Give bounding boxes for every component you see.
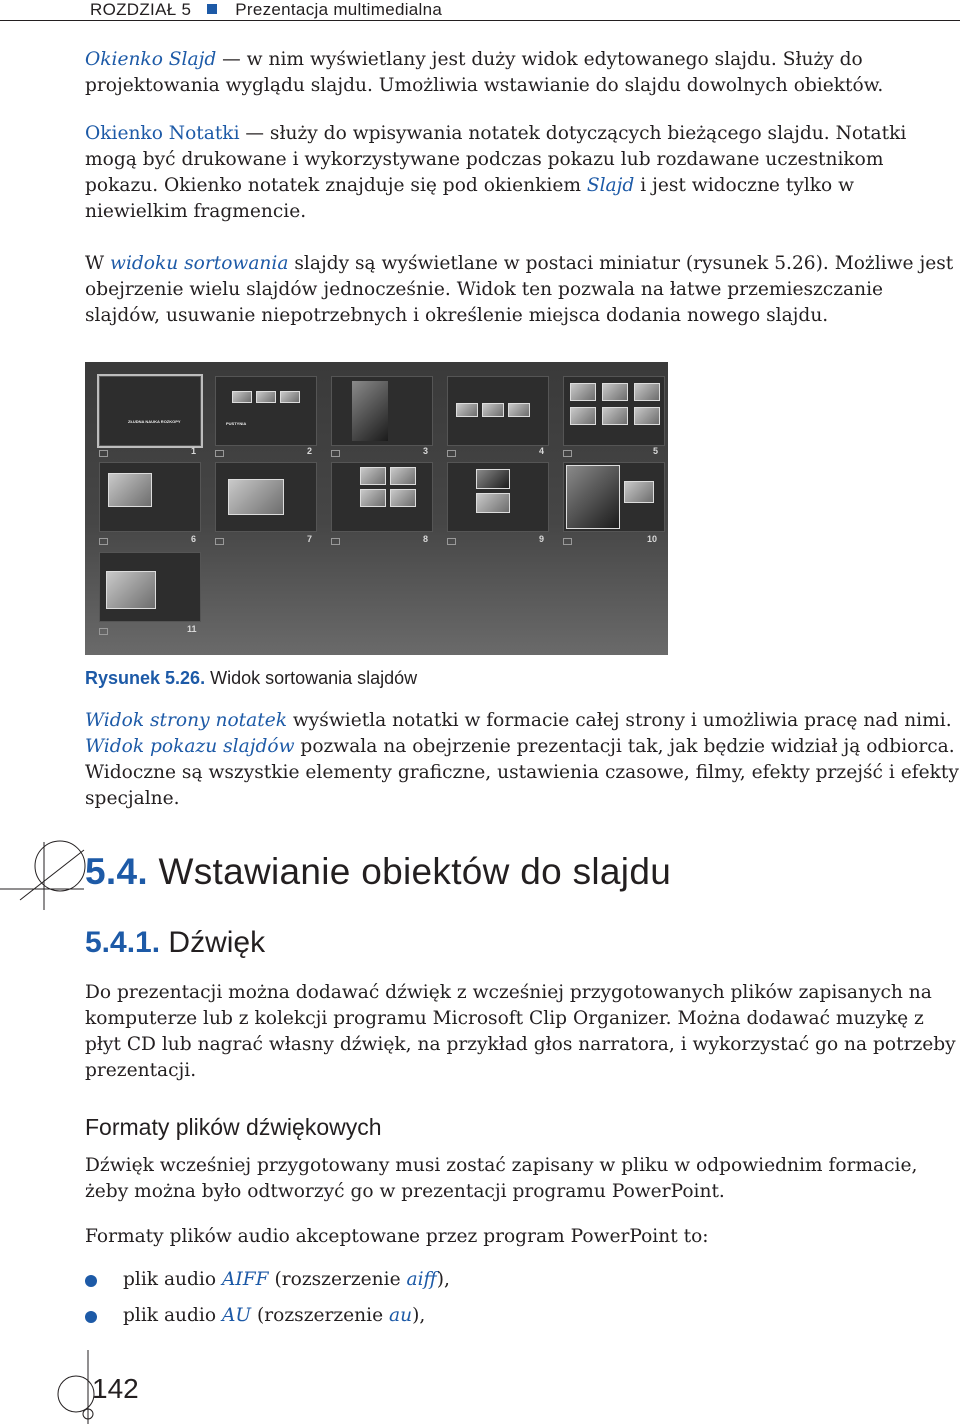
slide-thumbnail[interactable] bbox=[447, 462, 549, 532]
term-slide-pane: Okienko Slajd bbox=[85, 49, 217, 70]
slide-image bbox=[232, 391, 252, 403]
format-name: AU bbox=[222, 1305, 252, 1326]
slide-image bbox=[634, 407, 660, 425]
slide-thumbnail[interactable] bbox=[99, 552, 201, 622]
slide-image bbox=[508, 403, 530, 417]
slide-image bbox=[108, 473, 152, 507]
paragraph-text: slajdy są wyświetlane w postaci miniatur (rysunek 5.26). Możliwe jest obejrzenie wielu slajdów jednocześnie. Widok ten pozwala na łatwe przemieszczanie slajdów, usuwanie niepotrzebnych i określenie miejsca dodania nowego slajdu. bbox=[85, 253, 954, 326]
slide-image bbox=[352, 381, 388, 441]
slide-number: 6 bbox=[191, 534, 197, 544]
paragraph-slide-pane bbox=[85, 47, 959, 99]
dash: — bbox=[216, 49, 247, 70]
list-item-text: plik audio AU (rozszerzenie au), bbox=[123, 1305, 426, 1326]
slide-number: 11 bbox=[187, 624, 197, 634]
slide-thumbnail[interactable] bbox=[215, 462, 317, 532]
header-square-icon bbox=[207, 4, 217, 14]
term-notes-page-view: Widok strony notatek bbox=[85, 710, 287, 731]
list-item-text: plik audio AIFF (rozszerzenie aiff), bbox=[123, 1269, 450, 1290]
section-number: 5.4. bbox=[85, 851, 148, 892]
running-header bbox=[0, 0, 960, 22]
slide-image bbox=[106, 571, 156, 609]
slide-title: PUSTYNIA bbox=[226, 421, 247, 426]
slide-image bbox=[360, 467, 386, 485]
slide-transition-icon bbox=[563, 538, 572, 545]
slide-transition-icon bbox=[563, 450, 572, 457]
slide-transition-icon bbox=[99, 450, 108, 457]
slide-image bbox=[570, 407, 596, 425]
slide-transition-icon bbox=[447, 450, 456, 457]
slide-number: 3 bbox=[423, 446, 429, 456]
slide-image bbox=[570, 383, 596, 401]
subsection-heading bbox=[85, 926, 265, 960]
figure-caption bbox=[85, 668, 417, 689]
slide-image bbox=[634, 383, 660, 401]
slide-image bbox=[360, 489, 386, 507]
slide-transition-icon bbox=[331, 538, 340, 545]
slide-number: 10 bbox=[647, 534, 658, 544]
slide-image bbox=[476, 469, 510, 489]
slide-image bbox=[602, 407, 628, 425]
slide-image bbox=[624, 481, 654, 503]
term-slide: Slajd bbox=[586, 175, 635, 196]
slide-image bbox=[390, 489, 416, 507]
bullet-dot-icon bbox=[85, 1311, 97, 1323]
paragraph-text: — służy do wpisywania notatek dotyczących bieżącego slajdu. Notatki mogą być drukowane i wykorzystywane podczas pokazu lub rozdawane uczestnikom pokazu. Okienko notatek znajduje się pod okienkiem bbox=[85, 123, 907, 196]
paragraph-sorter-view bbox=[85, 251, 959, 329]
slide-number: 2 bbox=[307, 446, 313, 456]
slide-image bbox=[482, 403, 504, 417]
paragraph-text: pozwala na obejrzenie prezentacji tak, jak będzie widział ją odbiorca. Widoczne są wszystkie elementy graficzne, ustawienia czasowe, filmy, efekty przejść i efekty specjalne. bbox=[85, 736, 959, 809]
slide-image bbox=[228, 479, 284, 515]
slide-thumbnail[interactable] bbox=[331, 462, 433, 532]
section-title: Wstawianie obiektów do slajdu bbox=[147, 851, 672, 892]
header-rule bbox=[0, 20, 960, 21]
running-header-text bbox=[90, 0, 442, 20]
slide-transition-icon bbox=[215, 450, 224, 457]
chapter-label: ROZDZIAŁ 5 bbox=[90, 0, 192, 19]
slide-number: 7 bbox=[307, 534, 313, 544]
slide-image bbox=[602, 383, 628, 401]
term-slide-show-view: Widok pokazu slajdów bbox=[85, 736, 295, 757]
figure-caption-label: Rysunek 5.26. bbox=[85, 668, 206, 688]
paragraph-audio-file: Dźwięk wcześniej przygotowany musi zostać zapisany w pliku w odpowiednim formacie, żeby można było odtworzyć go w prezentacji programu PowerPoint. bbox=[85, 1155, 918, 1202]
slide-transition-icon bbox=[331, 450, 340, 457]
paragraph-text: w nim wyświetlany jest duży widok edytowanego slajdu. Służy do projektowania wyglądu slajdu. Umożliwia wstawianie do slajdu dowolnych obiektów. bbox=[85, 49, 884, 96]
slide-image bbox=[256, 391, 276, 403]
page-number: 142 bbox=[92, 1373, 139, 1404]
paragraph-audio-formats: Formaty plików audio akceptowane przez program PowerPoint to: bbox=[85, 1226, 709, 1247]
slide-thumbnail[interactable] bbox=[447, 376, 549, 446]
slide-image bbox=[280, 391, 300, 403]
slide-number: 1 bbox=[191, 446, 197, 456]
slide-image bbox=[476, 493, 510, 513]
slide-thumbnail[interactable] bbox=[215, 376, 317, 446]
paragraph-notes-pane bbox=[85, 121, 959, 225]
paragraph-text: i jest widoczne tylko w niewielkim fragmencie. bbox=[85, 175, 855, 222]
slide-number: 5 bbox=[653, 446, 659, 456]
slide-number: 9 bbox=[539, 534, 545, 544]
decorative-geometry-icon bbox=[0, 0, 100, 940]
paragraph-text: W bbox=[85, 253, 111, 274]
section-label: Prezentacja multimedialna bbox=[235, 0, 443, 19]
slide-thumbnail[interactable] bbox=[99, 462, 201, 532]
subsection-number: 5.4.1. bbox=[85, 926, 161, 959]
slide-transition-icon bbox=[215, 538, 224, 545]
slide-thumbnail[interactable] bbox=[563, 376, 665, 446]
paragraph-sound-intro: Do prezentacji można dodawać dźwięk z wcześniej przygotowanych plików zapisanych na komputerze lub z kolekcji programu Microsoft Clip Organizer. Można dodawać muzykę z płyt CD lub nagrać własny dźwięk, na przykład głos narratora, i wykorzystać go na potrzeby prezentacji. bbox=[85, 982, 956, 1081]
figure-caption-text: Widok sortowania slajdów bbox=[205, 668, 418, 688]
slide-image bbox=[566, 465, 620, 529]
format-extension: au bbox=[389, 1305, 413, 1326]
format-name: AIFF bbox=[222, 1269, 269, 1290]
bullet-dot-icon bbox=[85, 1275, 97, 1287]
slide-thumbnail[interactable] bbox=[331, 376, 433, 446]
slide-number: 4 bbox=[539, 446, 545, 456]
slide-thumbnail[interactable] bbox=[563, 462, 665, 532]
slide-transition-icon bbox=[99, 628, 108, 635]
term-sorter-view: widoku sortowania bbox=[110, 253, 289, 274]
subsection-title: Dźwięk bbox=[160, 926, 266, 959]
slide-transition-icon bbox=[99, 538, 108, 545]
slide-transition-icon bbox=[447, 538, 456, 545]
paragraph-notes-view bbox=[85, 708, 959, 812]
paragraph-text: wyświetla notatki w formacie całej strony i umożliwia pracę nad nimi. bbox=[286, 710, 952, 731]
footer-decoration-icon bbox=[0, 1350, 100, 1424]
figure-slide-sorter bbox=[85, 362, 668, 655]
slide-image bbox=[456, 403, 478, 417]
format-extension: aiff bbox=[406, 1269, 437, 1290]
section-heading bbox=[85, 851, 671, 893]
slide-thumbnail[interactable] bbox=[99, 376, 201, 446]
slide-image bbox=[390, 467, 416, 485]
subheading-audio-formats: Formaty plików dźwiękowych bbox=[85, 1114, 382, 1140]
slide-title: ZŁUDNA NAUKA ROZKOPY bbox=[128, 419, 181, 424]
term-notes-pane: Okienko Notatki bbox=[85, 123, 240, 144]
slide-number: 8 bbox=[423, 534, 429, 544]
